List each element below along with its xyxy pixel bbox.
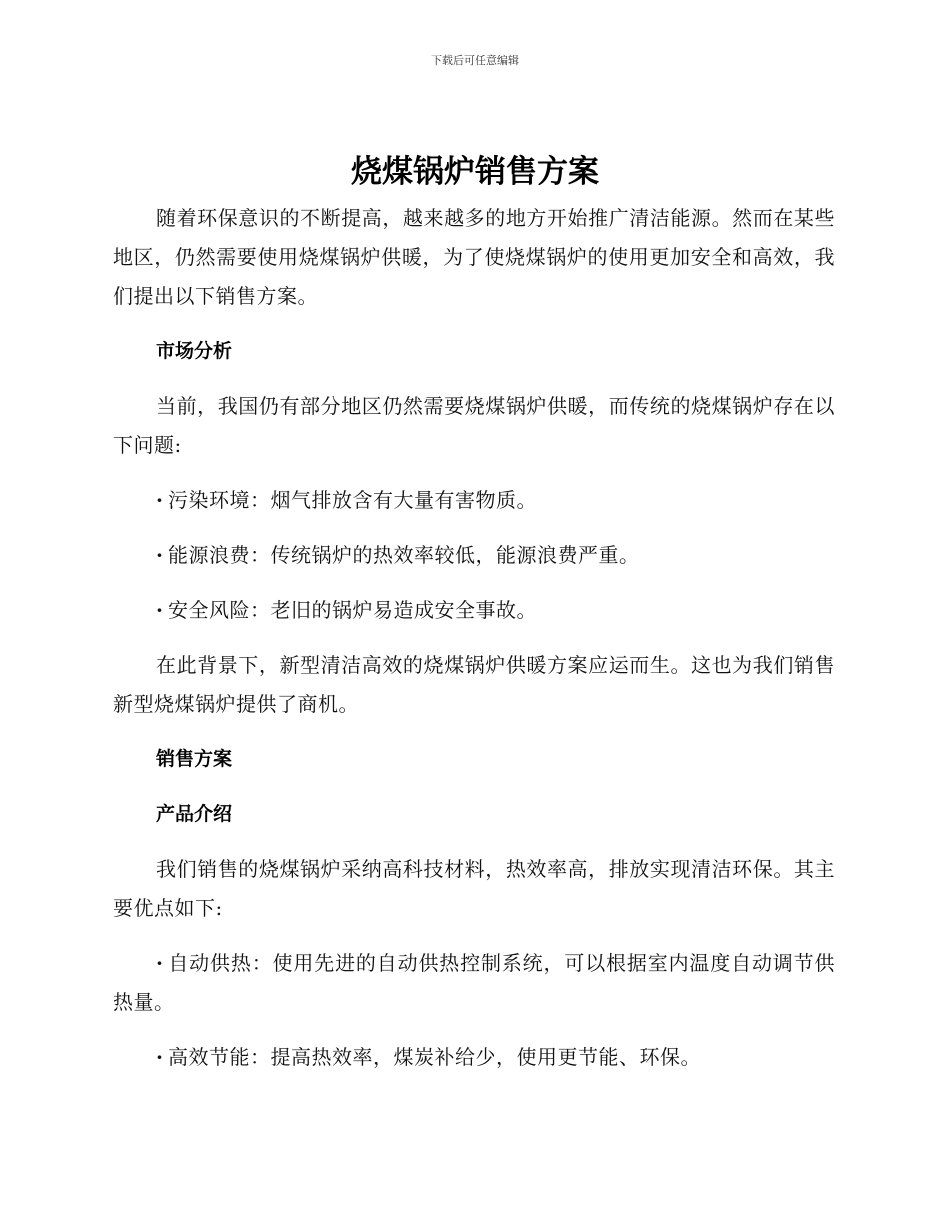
sales-plan-heading: 销售方案 <box>156 748 233 770</box>
bullet-text: 安全风险：老旧的锅炉易造成安全事故。 <box>168 598 537 622</box>
bullet-icon: · <box>156 488 164 512</box>
intro-paragraph: 随着环保意识的不断提高，越来越多的地方开始推广清洁能源。然而在某些地区，仍然需要使用烧煤锅炉供暖，为了使烧煤锅炉的使用更加安全和高效，我们提出以下销售方案。 <box>113 206 835 308</box>
bullet-text: 自动供热：使用先进的自动供热控制系统，可以根据室内温度自动调节供热量。 <box>113 951 835 1014</box>
document-title: 烧煤锅炉销售方案 <box>351 154 599 190</box>
product-intro-heading: 产品介绍 <box>156 803 233 825</box>
bullet-icon: · <box>156 543 164 567</box>
bullet-text: 能源浪费：传统锅炉的热效率较低，能源浪费严重。 <box>168 543 640 567</box>
list-item <box>113 481 835 520</box>
document-body <box>113 199 835 1077</box>
header-note: 下载后可任意编辑 <box>431 54 519 67</box>
bullet-text: 高效节能：提高热效率，煤炭补给少，使用更节能、环保。 <box>168 1045 701 1069</box>
market-conclusion-paragraph: 在此背景下，新型清洁高效的烧煤锅炉供暖方案应运而生。这也为我们销售新型烧煤锅炉提供了商机。 <box>113 653 835 716</box>
bullet-icon: · <box>156 951 164 975</box>
bullet-text: 污染环境：烟气排放含有大量有害物质。 <box>168 488 537 512</box>
bullet-icon: · <box>156 598 164 622</box>
market-analysis-heading: 市场分析 <box>156 340 233 362</box>
list-item <box>113 944 835 1022</box>
list-item <box>113 536 835 575</box>
market-analysis-paragraph: 当前，我国仍有部分地区仍然需要烧煤锅炉供暖，而传统的烧煤锅炉存在以下问题: <box>113 394 835 457</box>
list-item <box>113 591 835 630</box>
list-item <box>113 1038 835 1077</box>
bullet-icon: · <box>156 1045 164 1069</box>
product-intro-paragraph: 我们销售的烧煤锅炉采纳高科技材料，热效率高，排放实现清洁环保。其主要优点如下: <box>113 857 835 920</box>
